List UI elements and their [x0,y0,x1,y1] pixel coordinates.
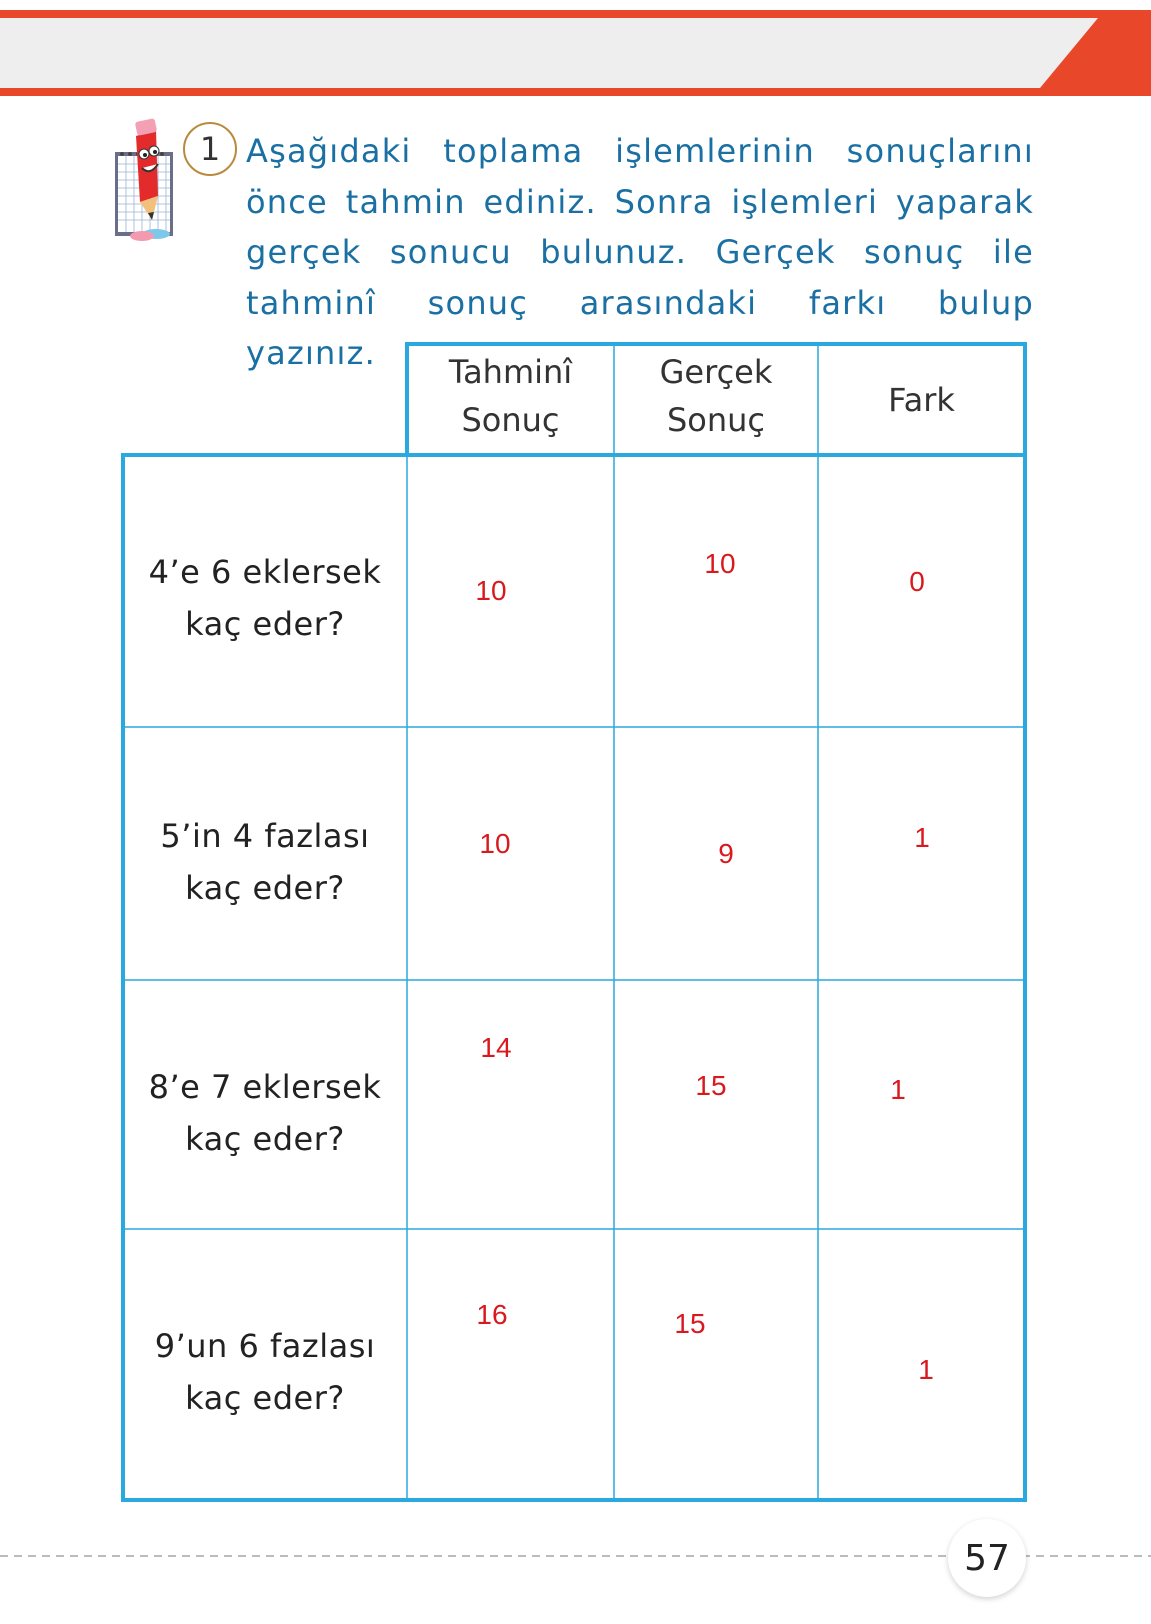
question-row-4 [123,1320,407,1424]
answer-tahmini-row-2: 10 [479,828,511,859]
answer-gercek-row-2: 9 [718,838,734,869]
header-gercek-sonuc [614,348,818,444]
question-line2: kaç eder? [185,869,345,907]
question-line1: 8’e 7 eklersek [148,1068,382,1106]
question-line1: 5’in 4 fazlası [160,817,370,855]
pencil-mascot-icon [112,116,180,246]
header-band [0,0,1151,110]
question-line2: kaç eder? [185,605,345,643]
answer-tahmini-row-4: 16 [476,1299,508,1330]
answer-fark-row-2: 1 [914,822,930,853]
answer-gercek-row-3: 15 [695,1070,727,1101]
header-line1: Gerçek [659,353,773,391]
answer-tahmini-row-3: 14 [480,1032,512,1063]
question-line1: 9’un 6 fazlası [154,1327,376,1365]
exercise-instruction: Aşağıdaki toplama işlemlerinin sonuçlarını önce tahmin ediniz. Sonra işlemleri yaparak gerçek sonucu bulunuz. Gerçek sonuç ile tahminî sonuç arasındaki farkı bulup yazınız. [246,132,1034,372]
question-row-3 [123,1061,407,1165]
header-tahmini-sonuc [407,348,614,444]
header-line2: Sonuç [666,401,766,439]
answer-gercek-row-1: 10 [704,548,736,579]
question-line1: 4’e 6 eklersek [148,553,382,591]
header-fark [818,376,1025,424]
question-line2: kaç eder? [185,1120,345,1158]
answer-fark-row-1: 0 [909,566,925,597]
header-line1: Fark [888,381,955,419]
answer-gercek-row-4: 15 [674,1308,706,1339]
answer-fark-row-3: 1 [890,1074,906,1105]
answer-tahmini-row-1: 10 [475,575,507,606]
header-line2: Sonuç [461,401,560,439]
question-line2: kaç eder? [185,1379,345,1417]
question-row-2 [123,810,407,914]
exercise-number: 1 [183,122,237,176]
question-row-1 [123,546,407,650]
header-line1: Tahminî [448,353,573,391]
answer-fark-row-4: 1 [918,1354,934,1385]
page-number: 57 [948,1519,1026,1597]
